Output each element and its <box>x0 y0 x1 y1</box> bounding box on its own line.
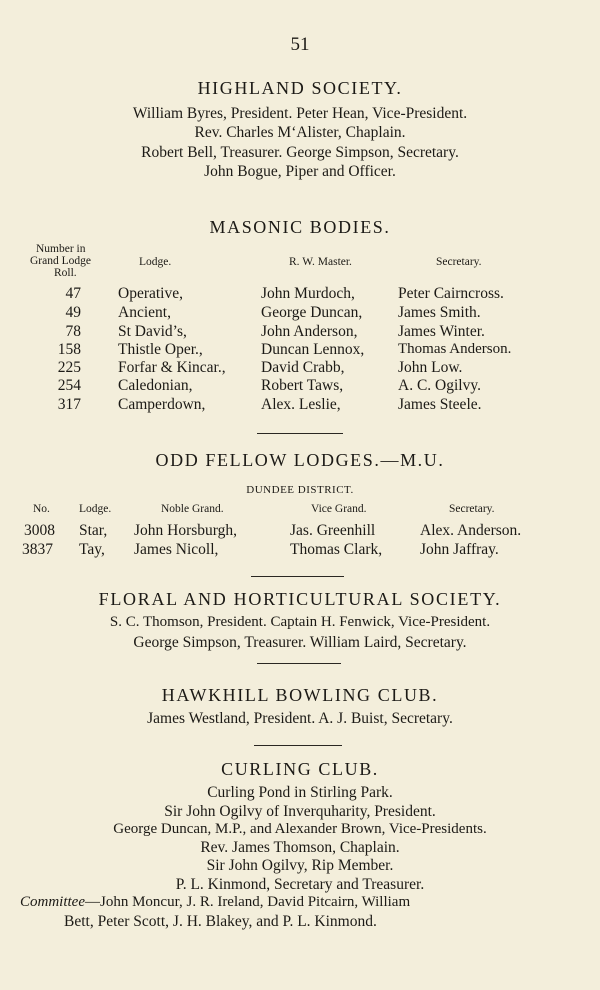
odd-fellow-heading: ODD FELLOW LODGES.—M.U. <box>155 450 445 470</box>
masonic-master: Robert Taws, <box>261 377 344 394</box>
curling-line-1: Curling Pond in Stirling Park. <box>207 784 393 801</box>
odd-fellow-header-secretary: Secretary. <box>449 503 495 515</box>
odd-fellow-secretary: John Jaffray. <box>420 541 499 558</box>
curling-line-3: George Duncan, M.P., and Alexander Brown, Vice-Presidents. <box>113 821 487 837</box>
odd-fellow-vice: Jas. Greenhill <box>290 522 376 539</box>
masonic-secretary: James Winter. <box>398 323 485 340</box>
hawkhill-line-1: James Westland, President. A. J. Buist, Secretary. <box>147 710 453 727</box>
masonic-secretary: James Smith. <box>398 304 481 321</box>
odd-fellow-header-no: No. <box>33 503 50 515</box>
curling-line-6: P. L. Kinmond, Secretary and Treasurer. <box>175 876 425 893</box>
masonic-secretary: James Steele. <box>398 396 482 413</box>
highland-line-2: Rev. Charles M‘Alister, Chaplain. <box>194 124 406 141</box>
curling-committee-line-1 <box>20 894 410 911</box>
masonic-num: 254 <box>57 377 81 394</box>
masonic-master: John Murdoch, <box>261 285 355 302</box>
masonic-secretary: A. C. Ogilvy. <box>398 377 481 394</box>
highland-line-1: William Byres, President. Peter Hean, Vice-President. <box>132 105 468 122</box>
masonic-bodies-heading: MASONIC BODIES. <box>209 217 391 237</box>
curling-line-5: Sir John Ogilvy, Rip Member. <box>206 857 394 874</box>
odd-fellow-subtitle: DUNDEE DISTRICT. <box>246 484 354 496</box>
masonic-master: Duncan Lennox, <box>261 341 365 358</box>
masonic-master: George Duncan, <box>261 304 363 321</box>
curling-committee-line-2: Bett, Peter Scott, J. H. Blakey, and P. L. Kinmond. <box>64 913 377 930</box>
odd-fellow-secretary: Alex. Anderson. <box>420 522 522 539</box>
masonic-num: 49 <box>65 304 81 321</box>
masonic-num: 225 <box>57 359 81 376</box>
highland-society-heading: HIGHLAND SOCIETY. <box>197 78 403 98</box>
odd-fellow-header-lodge: Lodge. <box>79 503 112 515</box>
masonic-lodge: Thistle Oper., <box>118 341 203 358</box>
masonic-master: Alex. Leslie, <box>261 396 341 413</box>
odd-fellow-lodge: Star, <box>79 522 108 539</box>
hawkhill-heading: HAWKHILL BOWLING CLUB. <box>161 685 439 705</box>
odd-fellow-vice: Thomas Clark, <box>290 541 383 558</box>
masonic-header-number-3: Roll. <box>54 267 77 279</box>
masonic-num: 317 <box>57 396 81 413</box>
odd-fellow-no: 3837 <box>22 541 53 558</box>
masonic-header-lodge: Lodge. <box>139 256 172 268</box>
committee-members-1: —John Moncur, J. R. Ireland, David Pitcairn, William <box>85 894 411 910</box>
highland-line-3: Robert Bell, Treasurer. George Simpson, Secretary. <box>141 144 459 161</box>
curling-line-4: Rev. James Thomson, Chaplain. <box>200 839 400 856</box>
odd-fellow-header-vice: Vice Grand. <box>311 503 367 515</box>
masonic-master: John Anderson, <box>261 323 358 340</box>
masonic-header-number-2: Grand Lodge <box>30 255 91 267</box>
curling-heading: CURLING CLUB. <box>221 759 379 779</box>
masonic-master: David Crabb, <box>261 359 345 376</box>
committee-label: Committee <box>20 894 85 910</box>
odd-fellow-no: 3008 <box>24 522 55 539</box>
masonic-lodge: Caledonian, <box>118 377 193 394</box>
section-divider <box>257 663 341 664</box>
masonic-header-number-1: Number in <box>36 243 86 255</box>
odd-fellow-noble: John Horsburgh, <box>134 522 238 539</box>
highland-line-4: John Bogue, Piper and Officer. <box>204 163 396 180</box>
masonic-lodge: St David’s, <box>118 323 187 340</box>
masonic-num: 47 <box>65 285 81 302</box>
masonic-lodge: Forfar & Kincar., <box>118 359 226 376</box>
section-divider <box>254 745 342 746</box>
page-number: 51 <box>290 34 310 55</box>
masonic-num: 78 <box>65 323 81 340</box>
masonic-lodge: Ancient, <box>118 304 171 321</box>
masonic-header-master: R. W. Master. <box>289 256 352 268</box>
curling-line-2: Sir John Ogilvy of Inverquharity, President. <box>164 803 436 820</box>
masonic-secretary: John Low. <box>398 359 463 376</box>
masonic-lodge: Camperdown, <box>118 396 206 413</box>
odd-fellow-header-noble: Noble Grand. <box>161 503 224 515</box>
floral-line-1: S. C. Thomson, President. Captain H. Fenwick, Vice-President. <box>109 614 491 630</box>
masonic-lodge: Operative, <box>118 285 183 302</box>
odd-fellow-lodge: Tay, <box>79 541 105 558</box>
masonic-header-secretary: Secretary. <box>436 256 482 268</box>
masonic-num: 158 <box>57 341 81 358</box>
odd-fellow-noble: James Nicoll, <box>134 541 219 558</box>
section-divider <box>251 576 344 577</box>
masonic-secretary: Peter Cairncross. <box>398 285 504 302</box>
floral-line-2: George Simpson, Treasurer. William Laird, Secretary. <box>133 634 467 651</box>
section-divider <box>257 433 343 434</box>
masonic-secretary: Thomas Anderson. <box>398 341 512 357</box>
floral-society-heading: FLORAL AND HORTICULTURAL SOCIETY. <box>98 589 502 609</box>
